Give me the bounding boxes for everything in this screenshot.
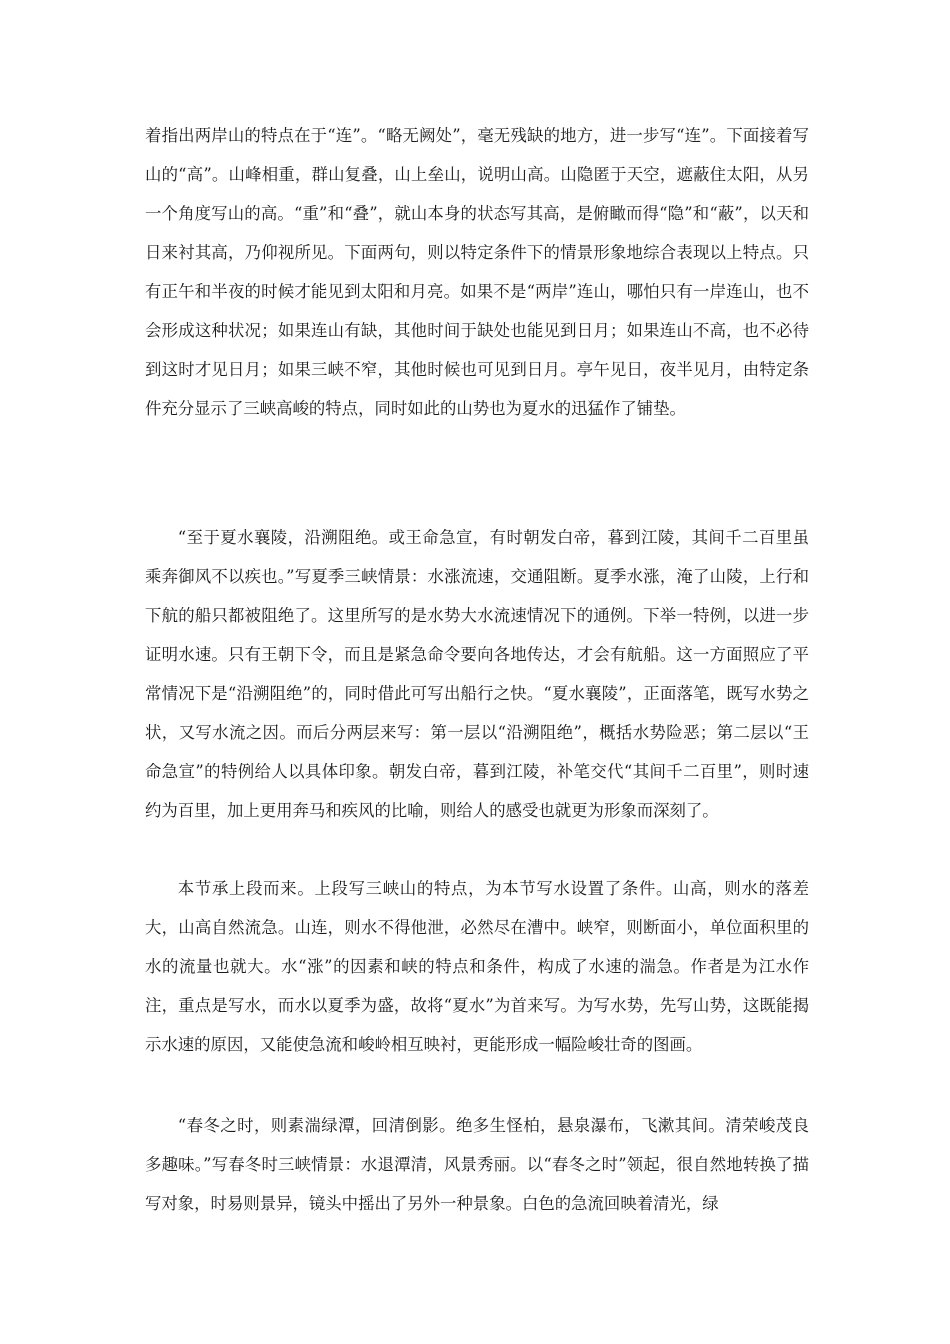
paragraph-spring-winter: “春冬之时，则素湍绿潭，回清倒影。绝多生怪柏，悬泉瀑布，飞漱其间。清荣峻茂良多趣味。”写春冬时三峡情景：水退潭清，风景秀丽。以“春冬之时”领起，很自然地转换了描写对象，时易则景异，镜头中摇出了另外一种景象。白色的急流回映着清光，绿 (145, 1116, 809, 1213)
paragraph-mountain-features: 着指出两岸山的特点在于“连”。“略无阙处”，毫无残缺的地方，进一步写“连”。下面接着写山的“高”。山峰相重，群山复叠，山上垒山，说明山高。山隐匿于天空，遮蔽住太阳，从另一个角度写山的高。“重”和“叠”，就山本身的状态写其高，是俯瞰而得“隐”和“蔽”，以天和日来衬其高，乃仰视所见。下面两句，则以特定条件下的情景形象地综合表现以上特点。只有正午和半夜的时候才能见到太阳和月亮。如果不是“两岸”连山，哪怕只有一岸连山，也不会形成这种状况；如果连山有缺，其他时间于缺处也能见到日月；如果连山不高，也不必待到这时才见日月；如果三峡不窄，其他时候也可见到日月。亭午见日，夜半见月，由特定条件充分显示了三峡高峻的特点，同时如此的山势也为夏水的迅猛作了铺垫。 (145, 126, 809, 418)
paragraph-summer-waters: “至于夏水襄陵，沿溯阻绝。或王命急宣，有时朝发白帝，暮到江陵，其间千二百里虽乘奔御风不以疾也。”写夏季三峡情景：水涨流速，交通阻断。夏季水涨，淹了山陵，上行和下航的船只都被阻绝了。这里所写的是水势大水流速情况下的通例。下举一特例，以进一步证明水速。只有王朝下令，而且是紧急命令要向各地传达，才会有航船。这一方面照应了平常情况下是“沿溯阻绝”的，同时借此可写出船行之快。“夏水襄陵”，正面落笔，既写水势之状，又写水流之因。而后分两层来写：第一层以“沿溯阻绝”，概括水势险恶；第二层以“王命急宣”的特例给人以具体印象。朝发白帝，暮到江陵，补笔交代“其间千二百里”，则时速约为百里，加上更用奔马和疾风的比喻，则给人的感受也就更为形象而深刻了。 (145, 528, 809, 820)
paragraph-section-analysis: 本节承上段而来。上段写三峡山的特点，为本节写水设置了条件。山高，则水的落差大，山高自然流急。山连，则水不得他泄，必然尽在漕中。峡窄，则断面小，单位面积里的水的流量也就大。水“涨”的因素和峡的特点和条件，构成了水速的湍急。作者是为江水作注，重点是写水，而水以夏季为盛，故将“夏水”为首来写。为写水势，先写山势，这既能揭示水速的原因，又能使急流和峻岭相互映衬，更能形成一幅险峻壮奇的图画。 (145, 879, 809, 1054)
